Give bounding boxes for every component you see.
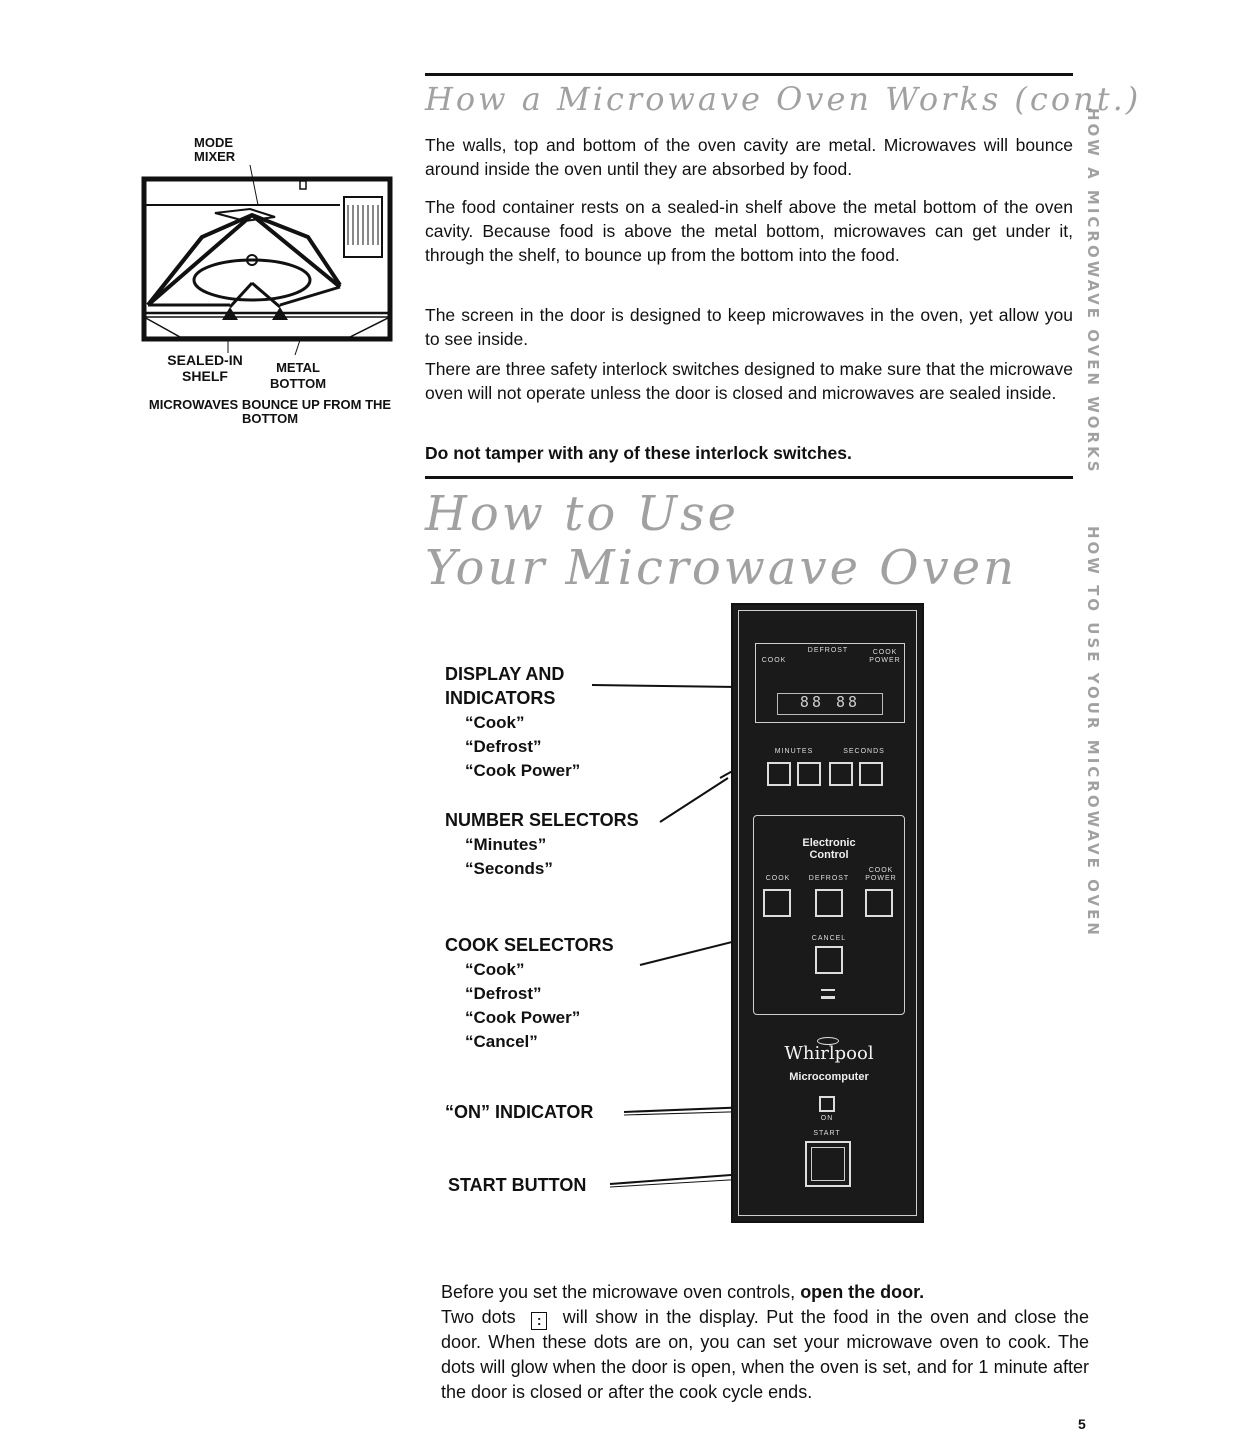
callout-number-item-minutes: “Minutes” (465, 835, 547, 854)
bottom-intro-text: Before you set the microwave oven controls, (441, 1282, 801, 1302)
seconds-tens-button[interactable] (829, 762, 853, 786)
mid-rule (425, 476, 1073, 479)
label-mode-mixer: MODE MIXER (194, 135, 236, 164)
callout-on-indicator: “ON” INDICATOR (445, 1102, 594, 1122)
microcomputer-label: Microcomputer (789, 1071, 869, 1083)
seconds-ones-button[interactable] (859, 762, 883, 786)
indicator-label-defrost: DEFROST (807, 647, 849, 654)
callout-cook-item-cancel: “Cancel” (465, 1032, 538, 1051)
callout-display-title-1: DISPLAY AND (445, 664, 565, 684)
start-label: START (813, 1130, 841, 1137)
bottom-dots-paragraph (441, 1305, 1089, 1405)
cancel-button[interactable] (815, 946, 843, 974)
brand-name: Whirlpool (784, 1043, 874, 1064)
label-sealed-in-shelf: SEALED-IN SHELF (167, 352, 243, 384)
oven-cavity-diagram (140, 165, 400, 365)
control-label: Control (809, 849, 849, 861)
callout-cook-item-defrost: “Defrost” (465, 984, 542, 1003)
callout-cook-item-cook: “Cook” (465, 960, 525, 979)
on-indicator-light (819, 1096, 835, 1112)
defrost-button-label: DEFROST (808, 875, 850, 882)
callout-display-item-cook: “Cook” (465, 713, 525, 732)
section-heading-how-it-works: How a Microwave Oven Works (cont.) (425, 80, 1142, 118)
defrost-button[interactable] (815, 889, 843, 917)
callout-display-item-defrost: “Defrost” (465, 737, 542, 756)
on-label: ON (820, 1115, 834, 1122)
indicator-label-cook: COOK (761, 657, 787, 664)
section-heading-how-to-use-1: How to Use (425, 486, 740, 542)
cook-button[interactable] (763, 889, 791, 917)
cook-button-label: COOK (765, 875, 791, 882)
paragraph-interlock: There are three safety interlock switches designed to make sure that the microwave oven will not operate unless the door is closed and microwaves are sealed inside. (425, 359, 1073, 403)
minutes-label: MINUTES (774, 748, 814, 755)
bottom-intro (441, 1280, 1089, 1305)
side-tab-how-to-use: HOW TO USE YOUR MICROWAVE OVEN (1084, 526, 1102, 938)
paragraph-screen: The screen in the door is designed to keep microwaves in the oven, yet allow you to see inside. (425, 305, 1073, 349)
figure-caption: MICROWAVES BOUNCE UP FROM THE BOTTOM (148, 397, 392, 426)
warning-interlock: Do not tamper with any of these interlock switches. (425, 443, 852, 463)
label-metal-bottom: METAL BOTTOM (269, 360, 327, 391)
bottom-dots-pre: Two dots (441, 1307, 516, 1327)
cook-power-button-label: COOK POWER (865, 867, 897, 882)
callout-display-title-2: INDICATORS (445, 688, 556, 708)
colon-dots-icon: : (531, 1312, 547, 1330)
display-digits: 88 88 (799, 693, 861, 711)
minutes-ones-button[interactable] (797, 762, 821, 786)
page-number: 5 (1078, 1416, 1086, 1432)
cook-power-button[interactable] (865, 889, 893, 917)
callout-cook-item-cook-power: “Cook Power” (465, 1008, 581, 1027)
callout-number-title: NUMBER SELECTORS (445, 810, 639, 830)
electronic-label: Electronic (802, 837, 856, 849)
paragraph-shelf: The food container rests on a sealed-in shelf above the metal bottom of the oven cavity. Because food is above the metal bottom, microwaves can get under it, through the shelf, to bounce up from the bottom into the food. (425, 197, 1073, 265)
indicator-label-cook-power: COOK POWER (869, 649, 901, 664)
bottom-dots-post: will show in the display. Put the food in the oven and close the door. When these dots are on, you can set your microwave oven to cook. The dots will glow when the door is open, when the oven is set, and for 1 minute after the door is closed or after the cook cycle ends. (441, 1307, 1089, 1402)
start-button[interactable] (805, 1141, 851, 1187)
callout-display-item-cook-power: “Cook Power” (465, 761, 581, 780)
section-heading-how-to-use-2: Your Microwave Oven (425, 540, 1018, 596)
top-rule (425, 73, 1073, 76)
side-tab-how-it-works: HOW A MICROWAVE OVEN WORKS (1084, 108, 1102, 475)
lock-icon (821, 989, 835, 999)
seconds-label: SECONDS (843, 748, 885, 755)
callout-start-button: START BUTTON (448, 1175, 587, 1195)
paragraph-walls: The walls, top and bottom of the oven cavity are metal. Microwaves will bounce around inside the oven until they are absorbed by food. (425, 135, 1073, 179)
control-panel (731, 603, 924, 1223)
bottom-intro-bold: open the door. (800, 1282, 925, 1302)
minutes-tens-button[interactable] (767, 762, 791, 786)
callout-cook-title: COOK SELECTORS (445, 935, 614, 955)
cancel-button-label: CANCEL (811, 935, 847, 942)
callout-number-item-seconds: “Seconds” (465, 859, 553, 878)
